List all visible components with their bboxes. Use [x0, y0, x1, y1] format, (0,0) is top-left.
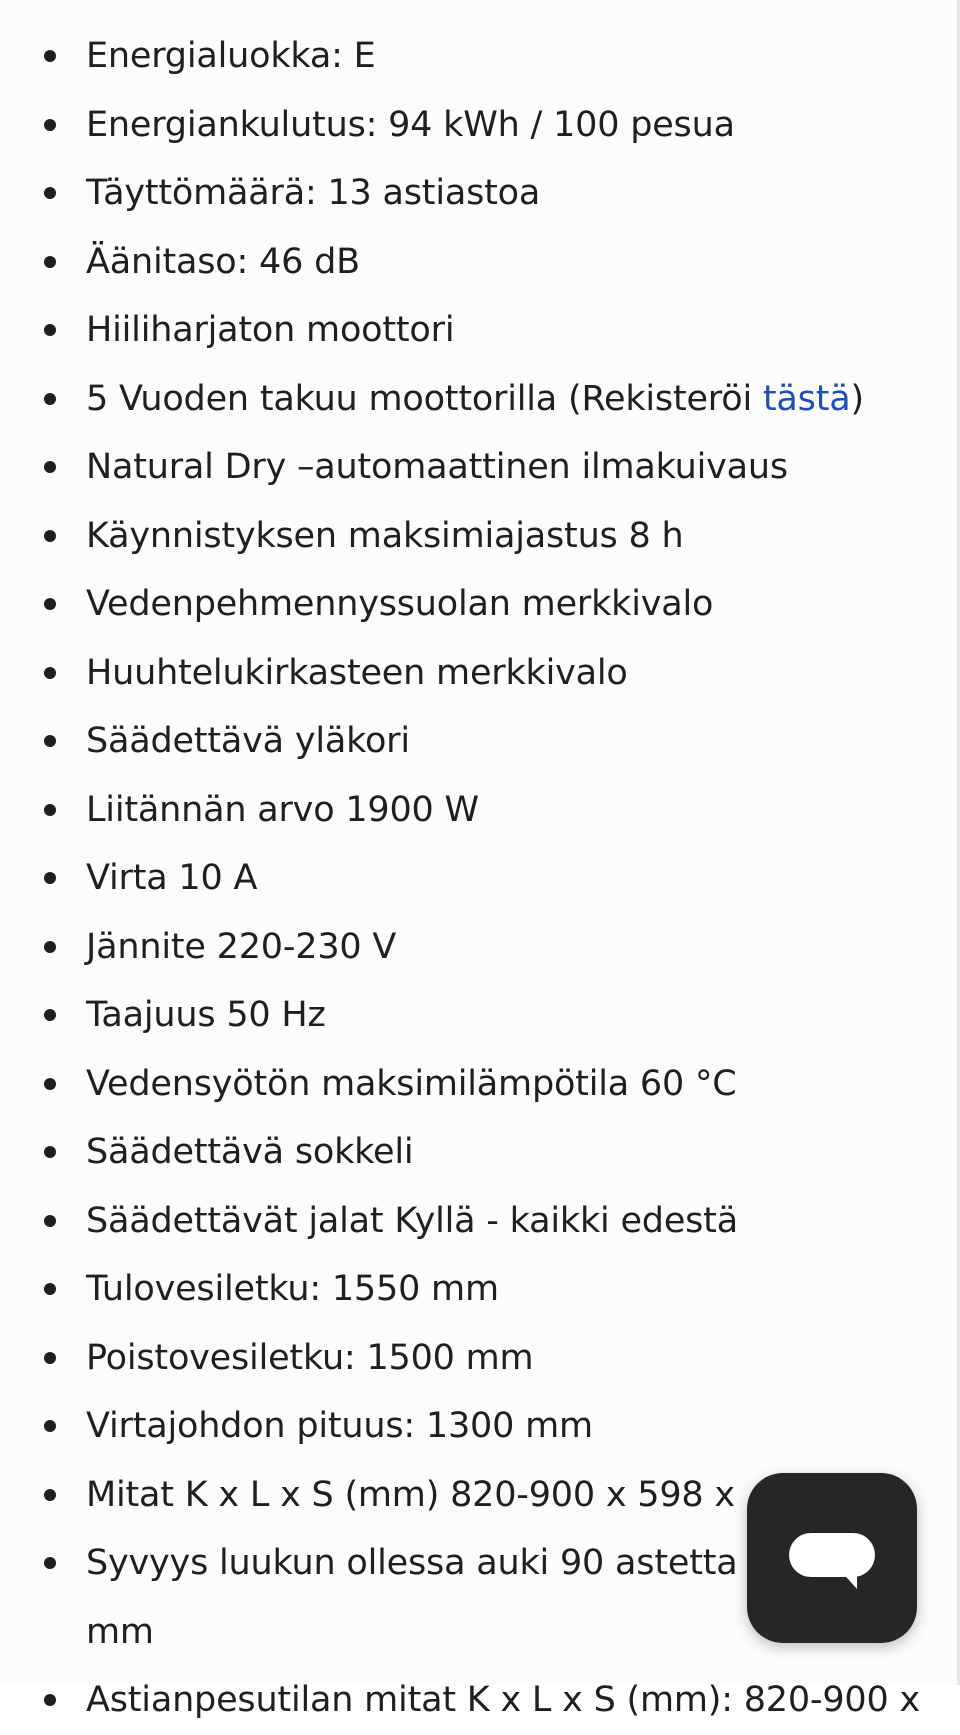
bullet-icon	[44, 1146, 56, 1158]
spec-text: Säädettävä yläkori	[86, 721, 410, 761]
bullet-icon	[44, 50, 56, 62]
spec-item-delay-start	[0, 502, 960, 571]
chat-bubble-icon	[789, 1533, 875, 1577]
spec-item-inlet-hose	[0, 1255, 960, 1324]
spec-item-frequency	[0, 981, 960, 1050]
spec-text: Poistovesiletku: 1500 mm	[86, 1337, 534, 1378]
spec-text: Säädettävät jalat Kyllä - kaikki edestä	[86, 1200, 738, 1241]
bullet-icon	[44, 324, 56, 336]
chat-bubble-tail-icon	[839, 1569, 857, 1589]
bullet-icon	[44, 1694, 56, 1706]
chat-button[interactable]	[747, 1473, 917, 1643]
bullet-icon	[44, 872, 56, 884]
spec-item-water-temperature	[0, 1050, 960, 1119]
spec-text: Vedensyötön maksimilämpötila 60 °C	[86, 1063, 737, 1104]
bullet-icon	[44, 941, 56, 953]
spec-text: Energiankulutus: 94 kWh / 100 pesua	[86, 104, 735, 145]
spec-text: Jännite 220-230 V	[86, 926, 397, 967]
spec-item-plinth	[0, 1118, 960, 1187]
spec-text: Säädettävä sokkeli	[86, 1132, 414, 1172]
spec-item-noise-level	[0, 228, 960, 297]
bullet-icon	[44, 119, 56, 131]
spec-item-natural-dry	[0, 433, 960, 502]
spec-text: Liitännän arvo 1900 W	[86, 789, 479, 830]
bullet-icon	[44, 1489, 56, 1501]
bullet-icon	[44, 598, 56, 610]
bullet-icon	[44, 530, 56, 542]
register-link[interactable]: tästä	[762, 378, 851, 419]
spec-text: Virtajohdon pituus: 1300 mm	[86, 1406, 593, 1446]
spec-text: Täyttömäärä: 13 astiastoa	[86, 173, 541, 213]
warranty-suffix: )	[850, 378, 864, 419]
bullet-icon	[44, 461, 56, 473]
spec-item-energy-consumption	[0, 91, 960, 160]
spec-item-feet	[0, 1187, 960, 1256]
spec-item-connection-rating	[0, 776, 960, 845]
spec-text: Käynnistyksen maksimiajastus 8 h	[86, 515, 684, 556]
bullet-icon	[44, 1215, 56, 1227]
bullet-icon	[44, 1420, 56, 1432]
spec-item-rinse-aid-indicator	[0, 639, 960, 708]
spec-item-brushless-motor	[0, 296, 960, 365]
spec-item-power-cord	[0, 1392, 960, 1461]
spec-text: Tulovesiletku: 1550 mm	[86, 1269, 499, 1309]
bullet-icon	[44, 1352, 56, 1364]
spec-text: Virta 10 A	[86, 858, 258, 898]
spec-text: Taajuus 50 Hz	[86, 995, 326, 1035]
spec-item-capacity	[0, 159, 960, 228]
bullet-icon	[44, 1557, 56, 1569]
warranty-prefix: 5 Vuoden takuu moottorilla (Rekisteröi	[86, 378, 763, 419]
spec-text: Natural Dry –automaattinen ilmakuivaus	[86, 447, 788, 487]
spec-item-cavity-dimensions	[0, 1666, 960, 1735]
spec-text: Huuhtelukirkasteen merkkivalo	[86, 652, 628, 693]
bullet-icon	[44, 393, 56, 405]
bullet-icon	[44, 1078, 56, 1090]
bullet-icon	[44, 1283, 56, 1295]
spec-item-motor-warranty	[0, 365, 960, 434]
spec-item-drain-hose	[0, 1324, 960, 1393]
spec-item-salt-indicator	[0, 570, 960, 639]
spec-text: Äänitaso: 46 dB	[86, 241, 360, 282]
bullet-icon	[44, 667, 56, 679]
bullet-icon	[44, 804, 56, 816]
spec-item-voltage	[0, 913, 960, 982]
spec-text: Vedenpehmennyssuolan merkkivalo	[86, 584, 714, 624]
spec-item-upper-basket	[0, 707, 960, 776]
bullet-icon	[44, 187, 56, 199]
spec-text: Hiiliharjaton moottori	[86, 310, 455, 350]
spec-text: Energialuokka: E	[86, 36, 376, 76]
spec-text: mm	[86, 1611, 154, 1652]
spec-text: Syvyys luukun ollessa auki 90 astetta	[86, 1543, 738, 1583]
bullet-icon	[44, 735, 56, 747]
bullet-icon	[44, 1009, 56, 1021]
spec-text: Mitat K x L x S (mm) 820-900 x 598 x	[86, 1474, 735, 1515]
spec-text: Astianpesutilan mitat K x L x S (mm): 820-900 x	[86, 1680, 921, 1720]
bullet-icon	[44, 256, 56, 268]
spec-item-current	[0, 844, 960, 913]
spec-item-energy-class	[0, 22, 960, 91]
